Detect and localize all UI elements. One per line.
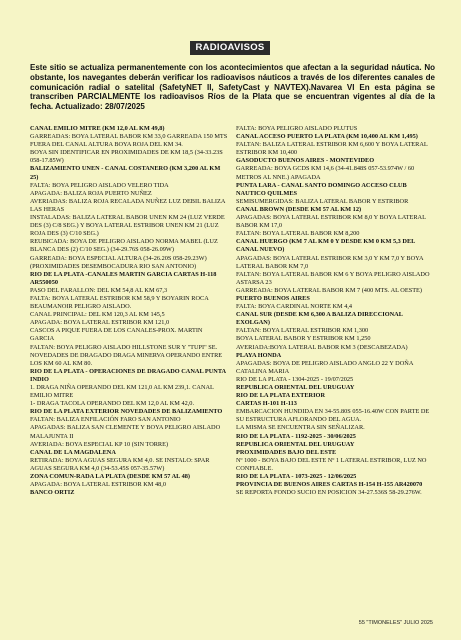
notice-text: FALTA: BOYA PELIGRO AISLADO PLUTUS xyxy=(236,125,358,132)
notice-text: RIO DE LA PLATA - 1304-2025 - 19/07/2025 xyxy=(236,375,354,383)
notice-text: GARREADA: BOYA LATERAL BABOR KM 7 (400 MTS. AL OESTE) xyxy=(236,286,422,294)
notice-heading: RIO DE LA PLATA - OPERACIONES DE DRAGADO CANAL PUNTA INDIO xyxy=(30,367,226,383)
notice-text: AVERIADA:BOYA LATERAL BABOR KM 3 (DESCABEZADA) xyxy=(236,343,408,351)
notice-text: APAGADAS: BALIZA SAN CLEMENTE Y BOYA PELIGRO AISLADO MALAJUNTA II xyxy=(30,424,221,440)
notice-heading: RIO DE LA PLATA EXTERIOR NOVEDADES DE BALIZAMIENTO xyxy=(30,408,223,416)
notice-text: CASCOS A PIQUE FUERA DE LOS CANALES-PROX. MARTIN GARCIA xyxy=(30,327,203,343)
notice-text: INSTALADAS: BALIZA LATERAL BABOR UNEN KM 24 (LUZ VERDE DES (3) C/8 SEG.) Y BOYA LATERAL ESTRIBOR UNEN KM 21 (LUZ ROJA DES (3) C/10 SEG.) xyxy=(30,214,225,238)
notice-text: APAGADA: BALIZA ROJA PUERTO NUÑEZ xyxy=(30,189,152,197)
notice-text: CANAL PRINCIPAL: DEL KM 120,3 AL KM 145,5 xyxy=(30,311,165,319)
notice-text: SEMISUMERGIDAS: BALIZA LATERAL BABOR Y ESTRIBOR xyxy=(236,197,409,205)
notice-text: RETIRADA: BOYA AGUAS SEGURA KM 4,0. SE INSTALO: SPAR AGUAS SEGURA KM 4,0 (34-53.45S 057-35.57W) xyxy=(30,456,210,472)
notice-heading: PROVINCIA DE BUENOS AIRES CARTAS H-154 H-155 AR420070 xyxy=(236,481,423,489)
notice-text: FALTAN: BOYA PELIGRO AISLADO HILLSTONE SUR Y "TUPI" SE. xyxy=(30,343,218,351)
notice-text: APAGADA: BOYA LATERAL ESTRIBOR KM 121,0 xyxy=(30,319,170,327)
notice-text: AVERIADAS: BALIZA ROJA RECALADA NUÑEZ LUZ DEBIL BALIZA LAS HERAS xyxy=(30,197,226,213)
notice-heading: PROXIMIDADES BAJO DEL ESTE xyxy=(236,448,337,456)
notice-heading: RIO DE LA PLATA - 1073-2025 - 12/06/2025 xyxy=(236,473,357,481)
notice-heading: PUERTO BUENOS AIRES xyxy=(236,294,310,302)
notice-heading: GASODUCTO BUENOS AIRES - MONTEVIDEO xyxy=(236,157,375,165)
left-column xyxy=(30,125,228,497)
notice-heading: PLAYA HONDA xyxy=(236,351,282,359)
section-title: RADIOAVISOS xyxy=(190,41,270,55)
notice-text: FALTAN: BOYA LATERAL BABOR KM 8,200 xyxy=(236,230,360,238)
notice-text: GARREADAS: BOYA LATERAL BABOR KM 33,0 GARREADA 150 MTS FUERA DEL CANAL ALTURA BOYA ROJA DEL KM 34. xyxy=(30,133,228,149)
notice-text: FALTAN: BOYA LATERAL ESTRIBOR KM 1,300 xyxy=(236,327,369,335)
notice-heading: RIO DE LA PLATA - 1192-2025 - 30/06/2025 xyxy=(236,432,356,440)
notice-heading: PUNTA LARA - CANAL SANTO DOMINGO ACCESO CLUB NAUTICO QUILMES xyxy=(236,181,407,197)
notice-text: FALTAN: BOYA LATERAL BABOR KM 6 Y BOYA PELIGRO AISLADO ASTARSA 23 xyxy=(236,270,430,286)
notice-text: REUBICADA: BOYA DE PELIGRO AISLADO NORMA MABEL (LUZ BLANCA DES (2) C/10 SEG.) (34-29.76S 058-26.09W) xyxy=(30,238,218,254)
notice-heading: CANAL ACCESO PUERTO LA PLATA (KM 10,400 AL KM 1,495) xyxy=(236,133,418,141)
notice-text: 1. DRAGA NIÑA OPERANDO DEL KM 121,0 AL KM 239,1. CANAL EMILIO MITRE xyxy=(30,384,214,400)
notice-text: 1- DRAGA TACOLA OPERANDO DEL KM 12,0 AL KM 42,0. xyxy=(30,400,195,408)
notice-text: Nº 1000 - BOYA BAJO DEL ESTE Nº 1 LATERAL ESTRIBOR, LUZ NO CONFIABLE. xyxy=(236,456,427,472)
notice-text: GARREADA: BOYA GCDS KM 14,6 (34-41.848S 057-53.974W / 60 METROS AL NNE.) APAGADA xyxy=(236,165,415,181)
notice-heading: ZONA COMUN-RADA LA PLATA (DESDE KM 57 AL 48) xyxy=(30,473,190,481)
notice-text: FALTA: BOYA LATERAL ESTRIBOR KM 58,9 Y BOYARIN ROCA BEAUMANOIR PELIGRO AISLADO. xyxy=(30,294,209,311)
notice-text: BOYA LATERAL BABOR Y ESTRIBOR KM 1,250 xyxy=(236,335,371,343)
notice-text: APAGADAS: BOYA DE PELIGRO AISLADO ANGLO 22 Y DOÑA CATALINA MARIA xyxy=(236,359,414,375)
notice-text: NOVEDADES DE DRAGADO DRAGA MINERVA OPERANDO ENTRE LOS KM 60 AL KM 80. xyxy=(30,351,223,367)
page-footer: 55 "TIMONELES" JULIO 2025 xyxy=(358,620,433,626)
notice-text: LA MISMA SE ENCUENTRA SIN SEÑALIZAR. xyxy=(236,424,365,432)
notice-text: PASO DEL FARALLON: DEL KM 54,8 AL KM 67,3 xyxy=(30,286,168,294)
notice-text: GARREADA: BOYA ESPECIAL ALTURA (34-26.20S 058-29.23W) (PROXIMIDADES DESEMBOCADURA RIO SAN ANTONIO) xyxy=(30,254,207,270)
notice-heading: REPUBLICA ORIENTAL DEL URUGUAY xyxy=(236,384,355,391)
notice-text: SE REPORTA FONDO SUCIO EN POSICION 34-27.536S 58-29.276W. xyxy=(236,489,422,497)
notice-heading: REPUBLICA ORIENTAL DEL URUGUAY xyxy=(236,440,355,448)
notice-text: BOYA SIN IDENTIFICAR EN PROXIMIDADES DE KM 18,5 (34-33.23S 058-17.85W) xyxy=(30,149,223,165)
notice-heading: RIO DE LA PLATA EXTERIOR xyxy=(236,392,325,400)
notice-text: AVERIADA: BOYA ESPECIAL KP 10 (SIN TORRE) xyxy=(30,440,169,448)
notice-text: FALTA: BOYA PELIGRO AISLADO VELERO TIDA xyxy=(30,181,169,189)
notice-heading: CARTAS H-101 H-113 xyxy=(236,400,297,408)
notice-heading: CANAL SUR (DESDE KM 6,300 A BALIZA DIRECCIONAL EXOLGAN) xyxy=(236,311,403,327)
notice-text: APAGADA: BOYA LATERAL ESTRIBOR KM 48,0 xyxy=(30,481,166,489)
notice-text: APAGADAS: BOYA LATERAL ESTRIBOR KM 3,0 Y KM 7,0 Y BOYA LATERAL BABOR KM 7,0 xyxy=(236,254,424,270)
notice-heading: CANAL DE LA MAGDALENA xyxy=(30,448,116,456)
right-column xyxy=(236,125,434,497)
notice-heading: CANAL HUERGO (KM 7 AL KM 0 Y DESDE KM 0 KM 5,3 DEL CANAL NUEVO) xyxy=(236,238,416,254)
notice-heading: BANCO ORTIZ xyxy=(30,489,75,497)
notice-text: FALTAN: BALIZA ENFILACIÓN FARO SAN ANTONIO xyxy=(30,416,181,424)
notice-text: EMBARCACION HUNDIDA EN 34-55.80S 055-16.40W CON PARTE DE SU ESTRUCTURA AFLORANDO DEL AGUA. xyxy=(236,408,430,424)
notice-text: FALTAN: BALIZA LATERAL ESTRIBOR KM 6,600 Y BOYA LATERAL ESTRIBOR KM 10,400 xyxy=(236,141,428,157)
notice-heading: CANAL EMILIO MITRE (KM 12,0 AL KM 49,8) xyxy=(30,125,165,132)
notice-heading: CANAL BROWN (DESDE KM 57 AL KM 12) xyxy=(236,205,362,213)
notice-heading: BALIZAMIENTO UNEN - CANAL COSTANERO (KM 3,200 AL KM 25) xyxy=(30,165,221,181)
intro-paragraph: Este sitio se actualiza permanentemente con los acontecimientos que afectan a la seguridad náutica. No obstante, los navegantes deberán verificar los radioavisos náuticos a través de los diferentes canales de comunicación radial o satelital (SafetyNET II, SafetyCast y NAVTEX).Navarea VI En esta página se transcriben PARCIALMENTE los radioavisos Ríos de la Plata que se encuentran vigentes al día de la fecha. Actualizado: 28/07/2025 xyxy=(30,63,435,112)
notice-text: FALTA: BOYA CARDINAL NORTE KM 4,4 xyxy=(236,303,353,311)
notice-heading: RIO DE LA PLATA -CANALES MARTIN GARCIA CARTAS H-118 AR550050 xyxy=(30,270,217,286)
notice-text: APAGADAS: BOYA LATERAL ESTRIBOR KM 8,0 Y BOYA LATERAL BABOR KM 17,0 xyxy=(236,214,426,230)
